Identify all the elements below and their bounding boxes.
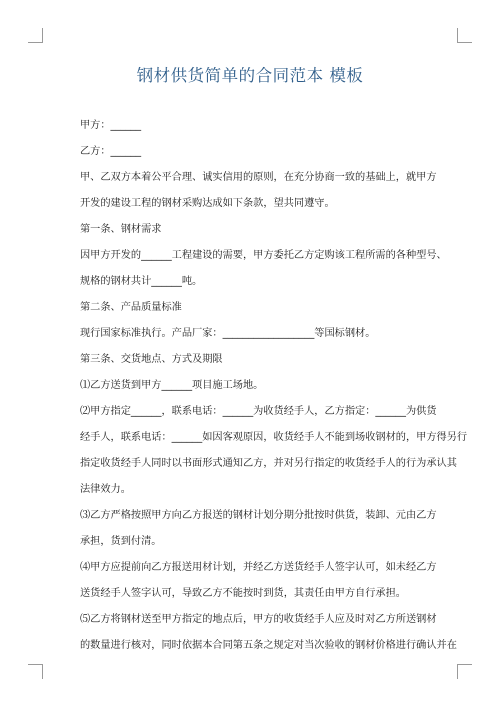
party-a-line: 甲方：______ <box>80 120 142 131</box>
party-b-line: 乙方：______ <box>80 146 142 157</box>
paragraph-line: ⑵甲方指定______，联系电话：______为收货经手人，乙方指定：______为供货 <box>80 406 437 417</box>
paragraph-line: 因甲方开发的______工程建设的需要，甲方委托乙方定购该工程所需的各种型号、 <box>80 250 447 261</box>
section-heading: 第三条、交货地点、方式及期限 <box>80 354 223 365</box>
section-heading: 第一条、钢材需求 <box>80 224 162 235</box>
crop-mark-top-left <box>28 28 43 43</box>
paragraph-line: 承担，货到付清。 <box>80 536 162 547</box>
paragraph-line: 法律效力。 <box>80 484 131 495</box>
paragraph-line: 送货经手人签字认可，导致乙方不能按时到货，其责任由甲方自行承担。 <box>80 588 406 599</box>
document-body <box>80 113 468 659</box>
paragraph-line: 经手人，联系电话：______如因客观原因，收货经手人不能到场收钢材的，甲方得另行 <box>80 432 468 443</box>
paragraph-line: ⑴乙方送货到甲方______项目施工场地。 <box>80 380 264 391</box>
paragraph-line: 的数量进行核对，同时依据本合同第五条之规定对当次验收的钢材价格进行确认并在 <box>80 640 457 651</box>
paragraph-line: ⑸乙方将钢材送至甲方指定的地点后，甲方的收货经手人应及时对乙方所送钢材 <box>80 614 437 625</box>
paragraph-line: 规格的钢材共计______吨。 <box>80 276 203 287</box>
paragraph-line: 现行国家标准执行。产品厂家：__________________等国标钢材。 <box>80 328 376 339</box>
paragraph-line: 甲、乙双方本着公平合理、诚实信用的原则，在充分协商一致的基础上，就甲方 <box>80 172 437 183</box>
section-heading: 第二条、产品质量标准 <box>80 302 182 313</box>
paragraph-line: ⑶乙方严格按照甲方向乙方报送的钢材计划分期分批按时供货，装卸、元由乙方 <box>80 510 437 521</box>
paragraph-line: ⑷甲方应提前向乙方报送用材计划，并经乙方送货经手人签字认可，如未经乙方 <box>80 562 437 573</box>
crop-mark-bottom-right <box>457 664 472 679</box>
paragraph-line: 开发的建设工程的钢材采购达成如下条款，望共同遵守。 <box>80 198 335 209</box>
document-title: 钢材供货简单的合同范本 模板 <box>136 66 364 85</box>
crop-mark-bottom-left <box>28 664 43 679</box>
paragraph-line: 指定收货经手人同时以书面形式通知乙方，并对另行指定的收货经手人的行为承认其 <box>80 458 457 469</box>
crop-mark-top-right <box>457 28 472 43</box>
